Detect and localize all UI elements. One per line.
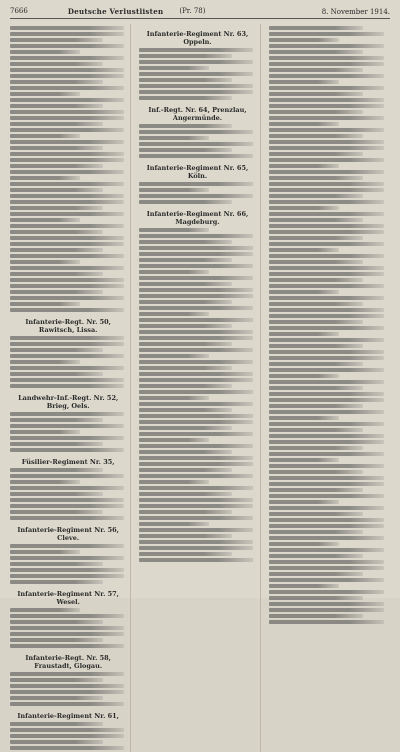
text-line — [269, 374, 339, 378]
text-line — [10, 516, 124, 520]
text-line — [269, 464, 384, 468]
text-line — [139, 540, 253, 544]
text-line — [139, 264, 253, 268]
text-line — [10, 722, 103, 726]
text-line — [269, 44, 384, 48]
text-line — [269, 302, 363, 306]
text-line — [139, 552, 232, 556]
text-line — [139, 336, 253, 340]
section-heading: Infanterie-Regiment Nr. 65, Köln. — [146, 164, 249, 180]
columns-container — [10, 24, 390, 720]
text-line — [269, 356, 384, 360]
text-line — [139, 182, 253, 186]
text-line — [10, 728, 124, 732]
text-line — [10, 182, 124, 186]
text-line — [139, 294, 253, 298]
text-line — [10, 188, 103, 192]
text-line — [10, 702, 124, 706]
text-line — [10, 200, 124, 204]
text-line — [269, 362, 363, 366]
text-line — [10, 260, 80, 264]
column-middle — [139, 24, 260, 752]
text-line — [10, 158, 124, 162]
text-line — [269, 602, 384, 606]
text-line — [139, 360, 253, 364]
text-line — [269, 416, 339, 420]
text-line — [269, 398, 384, 402]
text-line — [10, 436, 124, 440]
text-line — [139, 270, 209, 274]
text-line — [10, 68, 124, 72]
text-line — [269, 92, 363, 96]
text-line — [269, 146, 384, 150]
text-line — [269, 524, 384, 528]
text-line — [139, 276, 253, 280]
text-line — [139, 444, 253, 448]
publication-title: Deutsche Verlustlisten — [67, 7, 164, 16]
text-line — [269, 80, 339, 84]
text-line — [10, 550, 80, 554]
text-line — [10, 206, 103, 210]
text-line — [269, 32, 384, 36]
text-line — [269, 152, 363, 156]
text-line — [10, 354, 124, 358]
text-line — [269, 446, 363, 450]
text-line — [139, 252, 253, 256]
text-line — [10, 412, 124, 416]
text-line — [10, 510, 103, 514]
text-line — [139, 72, 253, 76]
text-line — [269, 608, 384, 612]
text-line — [139, 402, 253, 406]
text-line — [269, 200, 384, 204]
text-line — [269, 620, 384, 624]
text-line — [269, 38, 339, 42]
text-line — [10, 212, 124, 216]
text-line — [10, 62, 103, 66]
text-line — [10, 342, 124, 346]
text-line — [10, 684, 124, 688]
text-line — [139, 130, 253, 134]
text-line — [269, 326, 384, 330]
text-line — [10, 134, 80, 138]
text-line — [269, 428, 363, 432]
page-header — [10, 2, 390, 19]
text-line — [269, 548, 384, 552]
text-line — [269, 338, 384, 342]
text-line — [269, 260, 363, 264]
text-line — [139, 124, 232, 128]
text-line — [139, 66, 209, 70]
text-line — [139, 324, 232, 328]
text-line — [10, 366, 124, 370]
text-line — [139, 300, 232, 304]
text-line — [269, 134, 363, 138]
text-line — [269, 296, 384, 300]
text-line — [139, 390, 253, 394]
text-line — [139, 96, 232, 100]
text-line — [10, 474, 124, 478]
text-line — [10, 638, 103, 642]
text-line — [139, 194, 253, 198]
text-line — [269, 290, 339, 294]
text-line — [10, 170, 124, 174]
text-line — [10, 86, 124, 90]
text-line — [10, 248, 103, 252]
text-line — [10, 302, 80, 306]
section-heading: Infanterie-Regiment Nr. 66, Magdeburg. — [146, 210, 249, 226]
text-line — [10, 176, 80, 180]
text-line — [269, 188, 384, 192]
text-line — [10, 242, 124, 246]
text-line — [10, 284, 124, 288]
text-line — [10, 504, 124, 508]
text-line — [139, 318, 253, 322]
text-line — [269, 26, 363, 30]
text-line — [269, 104, 384, 108]
text-line — [10, 384, 124, 388]
text-line — [269, 224, 384, 228]
text-line — [139, 288, 253, 292]
text-line — [10, 128, 124, 132]
text-line — [10, 492, 103, 496]
text-line — [139, 282, 232, 286]
section-heading: Infanterie-Regiment Nr. 57, Wesel. — [17, 590, 119, 606]
text-line — [139, 148, 232, 152]
text-line — [269, 410, 384, 414]
text-line — [269, 566, 384, 570]
text-line — [139, 228, 209, 232]
text-line — [269, 470, 363, 474]
text-line — [269, 176, 363, 180]
text-line — [10, 468, 103, 472]
text-line — [269, 572, 363, 576]
text-line — [269, 140, 384, 144]
section-heading: Infanterie-Regt. Nr. 58, Fraustadt, Glogau. — [25, 654, 111, 670]
text-line — [10, 236, 124, 240]
text-line — [10, 92, 80, 96]
text-line — [139, 384, 232, 388]
text-line — [139, 534, 232, 538]
text-line — [139, 522, 209, 526]
text-line — [269, 320, 363, 324]
text-line — [269, 482, 384, 486]
text-line — [10, 272, 103, 276]
text-line — [10, 378, 124, 382]
text-line — [269, 218, 363, 222]
text-line — [10, 348, 103, 352]
text-line — [139, 372, 253, 376]
text-line — [269, 350, 384, 354]
text-line — [139, 414, 253, 418]
text-line — [139, 474, 253, 478]
text-line — [10, 574, 124, 578]
text-line — [139, 456, 253, 460]
issue-number: (Pr. 78) — [179, 7, 206, 15]
text-line — [139, 408, 232, 412]
text-line — [269, 518, 384, 522]
text-line — [139, 342, 232, 346]
text-line — [139, 234, 253, 238]
text-line — [10, 116, 124, 120]
text-line — [139, 450, 232, 454]
text-line — [10, 32, 124, 36]
text-line — [10, 80, 103, 84]
text-line — [139, 312, 209, 316]
text-line — [269, 206, 339, 210]
text-line — [10, 430, 80, 434]
text-line — [139, 426, 232, 430]
text-line — [10, 140, 124, 144]
text-line — [269, 368, 384, 372]
text-line — [269, 110, 363, 114]
text-line — [269, 230, 384, 234]
text-line — [139, 200, 232, 204]
text-line — [10, 152, 124, 156]
text-line — [10, 146, 103, 150]
text-line — [139, 396, 209, 400]
text-line — [269, 590, 384, 594]
text-line — [139, 84, 253, 88]
text-line — [269, 128, 384, 132]
text-line — [139, 142, 253, 146]
text-line — [139, 306, 253, 310]
text-line — [269, 434, 384, 438]
text-line — [269, 458, 339, 462]
text-line — [269, 98, 384, 102]
text-line — [10, 480, 80, 484]
section-heading: Füsilier-Regiment Nr. 35, — [21, 458, 115, 466]
text-line — [139, 48, 253, 52]
text-line — [10, 230, 103, 234]
text-line — [269, 332, 339, 336]
text-line — [269, 404, 363, 408]
text-line — [139, 258, 232, 262]
section-heading: Landwehr-Inf.-Regt. Nr. 52, Brieg, Oels. — [18, 394, 119, 410]
text-line — [269, 380, 384, 384]
text-line — [10, 442, 103, 446]
text-line — [10, 678, 103, 682]
text-line — [10, 336, 124, 340]
text-line — [10, 448, 124, 452]
text-line — [269, 488, 363, 492]
text-line — [139, 432, 253, 436]
text-line — [269, 386, 363, 390]
text-line — [269, 182, 384, 186]
text-line — [139, 188, 209, 192]
text-line — [10, 104, 103, 108]
text-line — [269, 392, 384, 396]
text-line — [10, 644, 124, 648]
text-line — [269, 452, 384, 456]
text-line — [10, 696, 103, 700]
text-line — [269, 596, 363, 600]
text-line — [10, 632, 124, 636]
text-line — [269, 422, 384, 426]
text-line — [10, 296, 124, 300]
text-line — [269, 512, 363, 516]
text-line — [139, 246, 253, 250]
text-line — [269, 212, 384, 216]
text-line — [10, 110, 124, 114]
text-line — [269, 614, 363, 618]
text-line — [10, 38, 103, 42]
text-line — [139, 486, 253, 490]
text-line — [10, 734, 124, 738]
text-line — [139, 516, 253, 520]
text-line — [10, 360, 80, 364]
text-line — [139, 154, 253, 158]
text-line — [139, 558, 253, 562]
text-line — [269, 266, 384, 270]
text-line — [269, 68, 363, 72]
text-line — [10, 580, 103, 584]
text-line — [139, 438, 209, 442]
page-number: 7666 — [10, 7, 28, 15]
section-heading: Infanterie-Regiment Nr. 63, Oppeln. — [146, 30, 249, 46]
text-line — [10, 544, 124, 548]
text-line — [269, 308, 384, 312]
text-line — [269, 158, 384, 162]
text-line — [269, 236, 363, 240]
text-line — [139, 240, 232, 244]
text-line — [10, 44, 124, 48]
section-heading: Infanterie-Regiment Nr. 61, — [17, 712, 119, 720]
text-line — [10, 672, 124, 676]
text-line — [269, 74, 384, 78]
text-line — [269, 62, 384, 66]
text-line — [10, 266, 124, 270]
text-line — [10, 556, 124, 560]
text-line — [269, 242, 384, 246]
text-line — [139, 546, 253, 550]
text-line — [139, 366, 232, 370]
text-line — [10, 194, 124, 198]
text-line — [139, 378, 253, 382]
text-line — [269, 440, 384, 444]
text-line — [269, 542, 339, 546]
text-line — [139, 60, 253, 64]
text-line — [139, 504, 253, 508]
text-line — [139, 90, 253, 94]
text-line — [269, 194, 363, 198]
text-line — [269, 314, 384, 318]
text-line — [139, 78, 232, 82]
text-line — [269, 50, 363, 54]
text-line — [10, 98, 124, 102]
text-line — [269, 56, 384, 60]
text-line — [10, 486, 124, 490]
text-line — [10, 308, 124, 312]
text-line — [269, 578, 384, 582]
text-line — [269, 86, 384, 90]
section-heading: Infanterie-Regt. Nr. 50, Rawitsch, Lissa. — [25, 318, 111, 334]
text-line — [269, 584, 339, 588]
text-line — [10, 224, 124, 228]
text-line — [10, 746, 124, 750]
text-line — [10, 254, 124, 258]
text-line — [10, 278, 124, 282]
text-line — [10, 56, 124, 60]
text-line — [10, 122, 103, 126]
text-line — [10, 614, 124, 618]
text-line — [10, 290, 103, 294]
text-line — [10, 164, 103, 168]
text-line — [269, 344, 363, 348]
text-line — [269, 284, 384, 288]
column-right — [269, 24, 390, 752]
text-line — [10, 424, 124, 428]
text-line — [10, 418, 103, 422]
text-line — [269, 560, 384, 564]
text-line — [269, 494, 384, 498]
text-line — [269, 254, 384, 258]
text-line — [139, 510, 232, 514]
text-line — [139, 330, 253, 334]
text-line — [269, 530, 363, 534]
text-line — [10, 74, 124, 78]
text-line — [269, 536, 384, 540]
text-line — [269, 122, 339, 126]
text-line — [139, 468, 232, 472]
text-line — [139, 528, 253, 532]
text-line — [10, 26, 124, 30]
text-line — [269, 476, 384, 480]
text-line — [269, 278, 363, 282]
text-line — [10, 498, 124, 502]
text-line — [269, 170, 384, 174]
text-line — [10, 740, 103, 744]
text-line — [269, 500, 339, 504]
text-line — [139, 420, 253, 424]
text-line — [10, 218, 80, 222]
text-line — [139, 348, 253, 352]
text-line — [139, 54, 232, 58]
text-line — [139, 354, 209, 358]
text-line — [269, 248, 339, 252]
text-line — [139, 480, 209, 484]
section-heading: Inf.-Regt. Nr. 64, Prenzlau, Angermünde. — [148, 106, 247, 122]
text-line — [269, 164, 339, 168]
text-line — [10, 608, 80, 612]
text-line — [10, 568, 124, 572]
column-left — [10, 24, 131, 752]
text-line — [269, 554, 363, 558]
text-line — [139, 462, 253, 466]
text-line — [10, 372, 103, 376]
text-line — [10, 690, 124, 694]
section-heading: Infanterie-Regiment Nr. 56, Cleve. — [17, 526, 119, 542]
text-line — [10, 562, 103, 566]
text-line — [139, 136, 209, 140]
text-line — [10, 50, 80, 54]
text-line — [269, 116, 384, 120]
text-line — [139, 498, 253, 502]
text-line — [10, 626, 124, 630]
text-line — [269, 272, 384, 276]
issue-date: 8. November 1914. — [321, 8, 390, 16]
text-line — [139, 492, 232, 496]
text-line — [10, 620, 103, 624]
text-line — [269, 506, 384, 510]
